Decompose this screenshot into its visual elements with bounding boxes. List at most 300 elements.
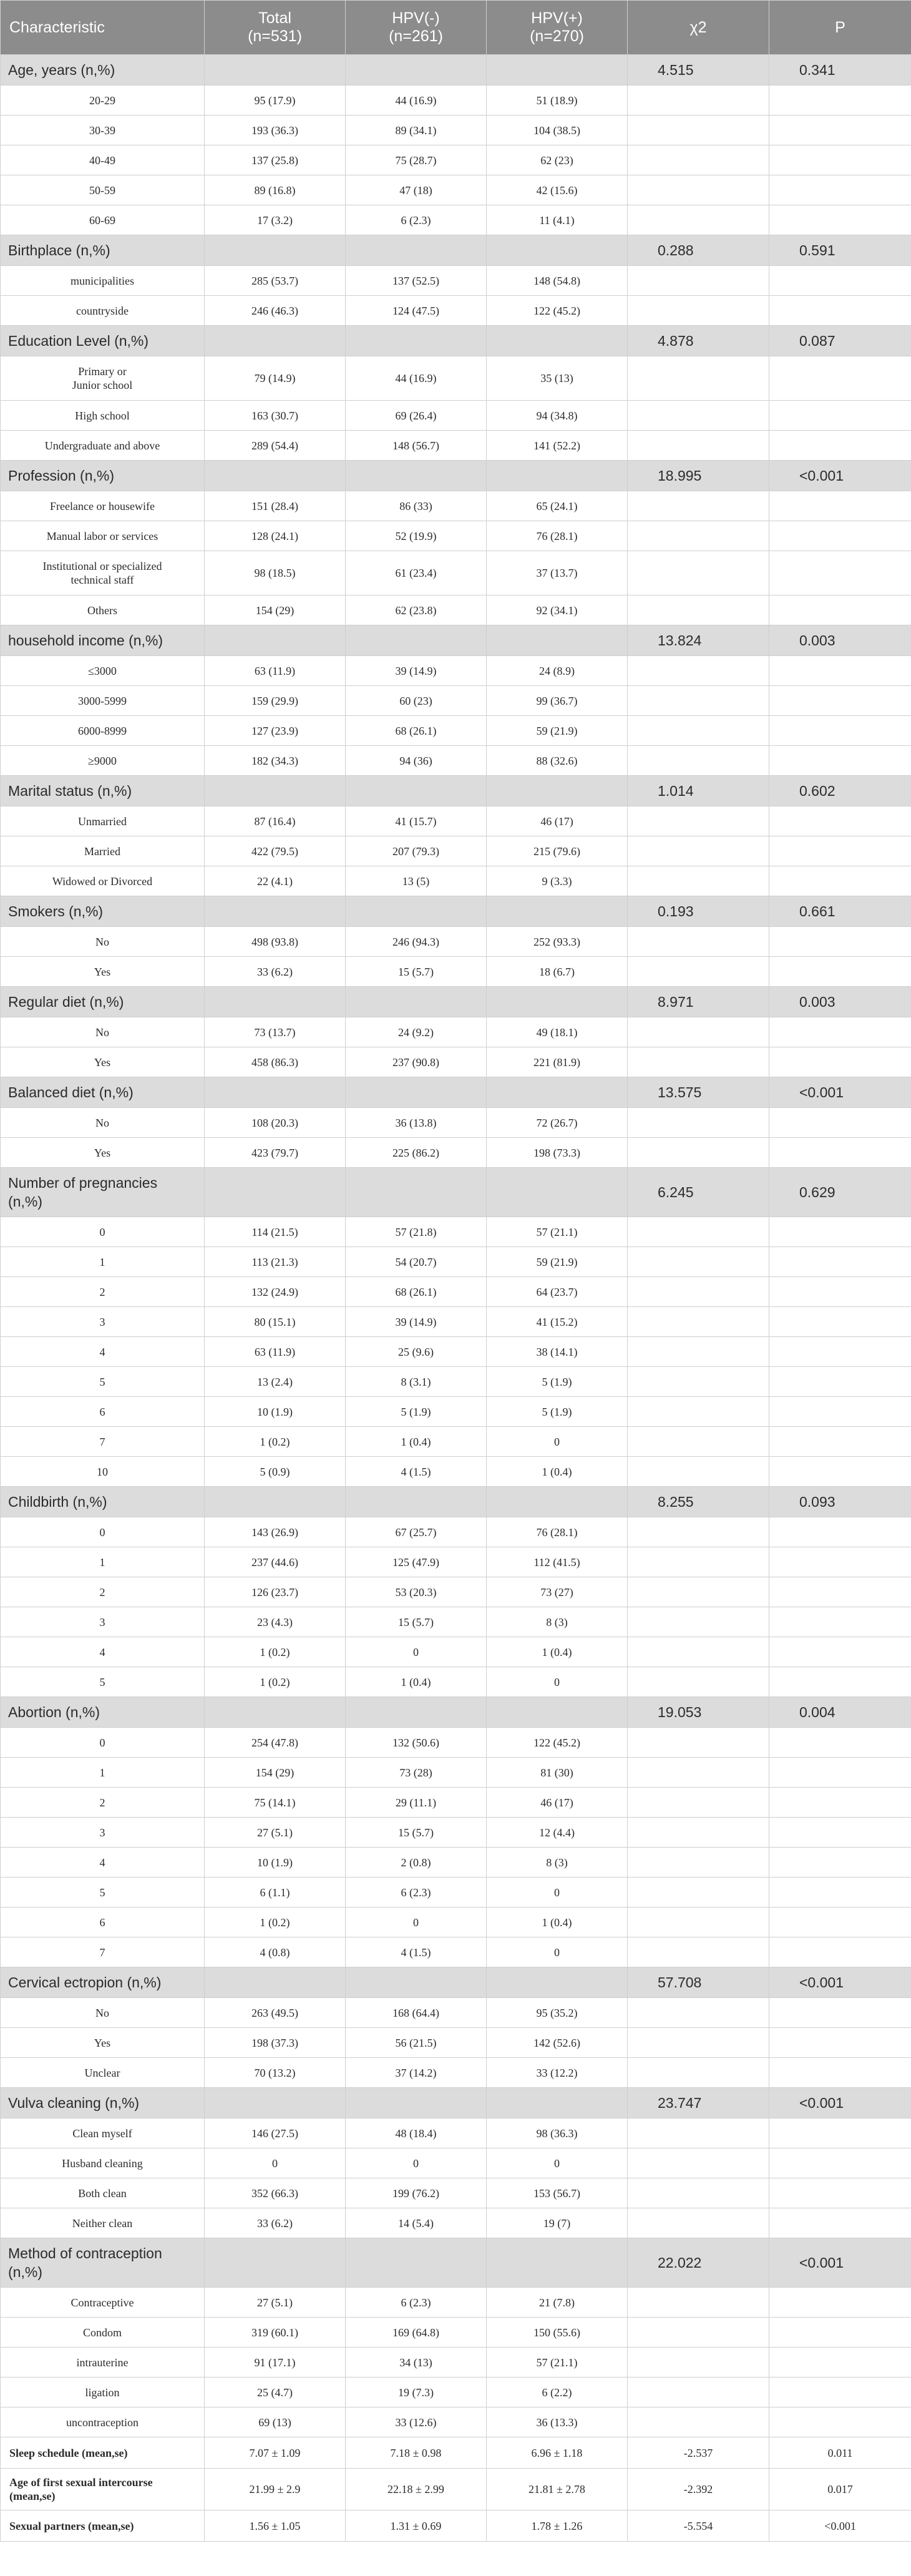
hpv-negative-value: 44 (16.9) (346, 86, 487, 115)
section-header-row (1, 2088, 911, 2118)
empty-cell (346, 1168, 487, 1217)
total-value: 75 (14.1) (205, 1788, 346, 1818)
total-value: 21.99 ± 2.9 (205, 2469, 346, 2510)
summary-label: Sexual partners (mean,se) (1, 2510, 205, 2542)
empty-cell (769, 1908, 911, 1937)
total-value: 423 (79.7) (205, 1138, 346, 1168)
hpv-negative-value: 41 (15.7) (346, 806, 487, 836)
hpv-negative-value: 15 (5.7) (346, 1818, 487, 1848)
empty-cell (628, 686, 769, 716)
hpv-positive-value: 122 (45.2) (487, 296, 628, 326)
total-value: 289 (54.4) (205, 431, 346, 461)
row-label: Others (1, 595, 205, 625)
hpv-negative-value: 52 (19.9) (346, 521, 487, 551)
hpv-positive-value: 21.81 ± 2.78 (487, 2469, 628, 2510)
section-p-value: 0.591 (769, 235, 911, 266)
table-row (1, 401, 911, 431)
hpv-positive-value: 198 (73.3) (487, 1138, 628, 1168)
table-row (1, 175, 911, 205)
empty-cell (205, 1697, 346, 1728)
table-row (1, 2407, 911, 2437)
section-chi-square: 18.995 (628, 461, 769, 491)
empty-cell (628, 1637, 769, 1667)
row-label: 1 (1, 1758, 205, 1788)
header-total: Total (n=531) (205, 1, 346, 55)
hpv-negative-value: 33 (12.6) (346, 2407, 487, 2437)
hpv-negative-value: 1 (0.4) (346, 1667, 487, 1697)
hpv-positive-value: 99 (36.7) (487, 686, 628, 716)
row-label: Both clean (1, 2178, 205, 2208)
total-value: 193 (36.3) (205, 115, 346, 145)
hpv-positive-value: 141 (52.2) (487, 431, 628, 461)
total-value: 95 (17.9) (205, 86, 346, 115)
table-header (1, 1, 911, 55)
hpv-positive-value: 215 (79.6) (487, 836, 628, 866)
row-label: uncontraception (1, 2407, 205, 2437)
total-value: 458 (86.3) (205, 1047, 346, 1077)
table-row (1, 1017, 911, 1047)
empty-cell (769, 1577, 911, 1607)
row-label: Institutional or specialized technical staff (1, 551, 205, 595)
summary-label: Age of first sexual intercourse (mean,se) (1, 2469, 205, 2510)
hpv-positive-value: 153 (56.7) (487, 2178, 628, 2208)
hpv-positive-value: 62 (23) (487, 145, 628, 175)
empty-cell (628, 1547, 769, 1577)
section-title: Birthplace (n,%) (1, 235, 205, 266)
table-row (1, 2208, 911, 2238)
empty-cell (769, 1667, 911, 1697)
section-p-value: 0.661 (769, 896, 911, 927)
total-value: 113 (21.3) (205, 1247, 346, 1277)
table-row (1, 836, 911, 866)
hpv-positive-value: 8 (3) (487, 1848, 628, 1878)
total-value: 1 (0.2) (205, 1637, 346, 1667)
table-row (1, 1337, 911, 1367)
table-row (1, 1047, 911, 1077)
hpv-positive-value: 72 (26.7) (487, 1108, 628, 1138)
hpv-negative-value: 73 (28) (346, 1758, 487, 1788)
empty-cell (769, 2178, 911, 2208)
table-row (1, 1788, 911, 1818)
table-row (1, 491, 911, 521)
total-value: 63 (11.9) (205, 656, 346, 686)
section-header-row (1, 776, 911, 806)
empty-cell (205, 1168, 346, 1217)
table-row (1, 1908, 911, 1937)
hpv-positive-value: 24 (8.9) (487, 656, 628, 686)
empty-cell (628, 145, 769, 175)
table-row (1, 866, 911, 896)
hpv-positive-value: 37 (13.7) (487, 551, 628, 595)
section-chi-square: 4.515 (628, 55, 769, 86)
empty-cell (346, 2088, 487, 2118)
hpv-positive-value: 112 (41.5) (487, 1547, 628, 1577)
total-value: 91 (17.1) (205, 2348, 346, 2378)
empty-cell (769, 1998, 911, 2028)
empty-cell (628, 1277, 769, 1307)
hpv-positive-value: 59 (21.9) (487, 716, 628, 746)
summary-statistic: -5.554 (628, 2510, 769, 2542)
empty-cell (769, 2208, 911, 2238)
section-chi-square: 8.971 (628, 987, 769, 1017)
hpv-positive-value: 1 (0.4) (487, 1637, 628, 1667)
empty-cell (769, 2118, 911, 2148)
hpv-negative-value: 168 (64.4) (346, 1998, 487, 2028)
section-chi-square: 13.824 (628, 625, 769, 656)
table-row (1, 2378, 911, 2407)
summary-p-value: <0.001 (769, 2510, 911, 2542)
empty-cell (628, 1878, 769, 1908)
hpv-positive-value: 6 (2.2) (487, 2378, 628, 2407)
hpv-positive-value: 42 (15.6) (487, 175, 628, 205)
empty-cell (628, 2318, 769, 2348)
section-chi-square: 1.014 (628, 776, 769, 806)
summary-row (1, 2469, 911, 2510)
total-value: 319 (60.1) (205, 2318, 346, 2348)
hpv-positive-value: 0 (487, 1427, 628, 1457)
empty-cell (769, 1637, 911, 1667)
empty-cell (628, 1667, 769, 1697)
hpv-positive-value: 76 (28.1) (487, 521, 628, 551)
empty-cell (487, 55, 628, 86)
empty-cell (769, 1047, 911, 1077)
row-label: ligation (1, 2378, 205, 2407)
empty-cell (346, 461, 487, 491)
row-label: Yes (1, 1047, 205, 1077)
empty-cell (769, 746, 911, 776)
row-label: countryside (1, 296, 205, 326)
header-p-value: P (769, 1, 911, 55)
hpv-negative-value: 237 (90.8) (346, 1047, 487, 1077)
section-chi-square: 0.288 (628, 235, 769, 266)
row-label: 6000-8999 (1, 716, 205, 746)
total-value: 127 (23.9) (205, 716, 346, 746)
total-value: 1 (0.2) (205, 1667, 346, 1697)
empty-cell (769, 2378, 911, 2407)
hpv-positive-value: 94 (34.8) (487, 401, 628, 431)
empty-cell (628, 2208, 769, 2238)
empty-cell (487, 1168, 628, 1217)
row-label: Undergraduate and above (1, 431, 205, 461)
row-label: Husband cleaning (1, 2148, 205, 2178)
total-value: 198 (37.3) (205, 2028, 346, 2058)
row-label: Neither clean (1, 2208, 205, 2238)
empty-cell (769, 1397, 911, 1427)
hpv-positive-value: 57 (21.1) (487, 2348, 628, 2378)
empty-cell (769, 836, 911, 866)
table-row (1, 656, 911, 686)
row-label: Yes (1, 1138, 205, 1168)
hpv-positive-value: 46 (17) (487, 1788, 628, 1818)
hpv-positive-value: 221 (81.9) (487, 1047, 628, 1077)
hpv-negative-value: 67 (25.7) (346, 1517, 487, 1547)
empty-cell (769, 431, 911, 461)
row-label: 5 (1, 1367, 205, 1397)
empty-cell (628, 927, 769, 957)
total-value: 79 (14.9) (205, 356, 346, 401)
table-row (1, 2318, 911, 2348)
section-chi-square: 0.193 (628, 896, 769, 927)
total-value: 23 (4.3) (205, 1607, 346, 1637)
total-value: 263 (49.5) (205, 1998, 346, 2028)
empty-cell (628, 1397, 769, 1427)
total-value: 285 (53.7) (205, 266, 346, 296)
empty-cell (628, 656, 769, 686)
table-row (1, 1937, 911, 1967)
empty-cell (205, 2088, 346, 2118)
total-value: 237 (44.6) (205, 1547, 346, 1577)
empty-cell (769, 1728, 911, 1758)
row-label: Freelance or housewife (1, 491, 205, 521)
empty-cell (487, 326, 628, 356)
empty-cell (628, 1337, 769, 1367)
hpv-positive-value: 0 (487, 1878, 628, 1908)
hpv-positive-value: 9 (3.3) (487, 866, 628, 896)
hpv-negative-value: 62 (23.8) (346, 595, 487, 625)
hpv-negative-value: 61 (23.4) (346, 551, 487, 595)
empty-cell (628, 266, 769, 296)
empty-cell (769, 551, 911, 595)
empty-cell (769, 806, 911, 836)
row-label: 0 (1, 1517, 205, 1547)
table-row (1, 1998, 911, 2028)
empty-cell (628, 2028, 769, 2058)
empty-cell (769, 1017, 911, 1047)
row-label: No (1, 1108, 205, 1138)
section-header-row (1, 55, 911, 86)
row-label: No (1, 1017, 205, 1047)
empty-cell (628, 595, 769, 625)
hpv-negative-value: 54 (20.7) (346, 1247, 487, 1277)
row-label: 6 (1, 1397, 205, 1427)
empty-cell (628, 1138, 769, 1168)
header-chi-square: χ2 (628, 1, 769, 55)
row-label: ≥9000 (1, 746, 205, 776)
empty-cell (769, 1457, 911, 1487)
hpv-positive-value: 252 (93.3) (487, 927, 628, 957)
section-header-row (1, 235, 911, 266)
row-label: No (1, 1998, 205, 2028)
empty-cell (769, 1758, 911, 1788)
table-row (1, 1277, 911, 1307)
empty-cell (205, 1077, 346, 1108)
section-chi-square: 13.575 (628, 1077, 769, 1108)
section-title: household income (n,%) (1, 625, 205, 656)
empty-cell (628, 1788, 769, 1818)
hpv-negative-value: 94 (36) (346, 746, 487, 776)
hpv-negative-value: 89 (34.1) (346, 115, 487, 145)
empty-cell (769, 1547, 911, 1577)
section-header-row (1, 1487, 911, 1517)
empty-cell (769, 1307, 911, 1337)
empty-cell (628, 866, 769, 896)
section-p-value: 0.093 (769, 1487, 911, 1517)
empty-cell (205, 55, 346, 86)
section-header-row (1, 987, 911, 1017)
empty-cell (628, 2118, 769, 2148)
hpv-negative-value: 1 (0.4) (346, 1427, 487, 1457)
table-row (1, 746, 911, 776)
total-value: 33 (6.2) (205, 2208, 346, 2238)
empty-cell (769, 1247, 911, 1277)
table-row (1, 1367, 911, 1397)
row-label: Manual labor or services (1, 521, 205, 551)
empty-cell (769, 1517, 911, 1547)
total-value: 13 (2.4) (205, 1367, 346, 1397)
hpv-negative-value: 6 (2.3) (346, 205, 487, 235)
total-value: 17 (3.2) (205, 205, 346, 235)
hpv-negative-value: 56 (21.5) (346, 2028, 487, 2058)
empty-cell (628, 806, 769, 836)
row-label: 40-49 (1, 145, 205, 175)
section-title: Age, years (n,%) (1, 55, 205, 86)
table-row (1, 431, 911, 461)
empty-cell (628, 401, 769, 431)
hpv-negative-value: 207 (79.3) (346, 836, 487, 866)
section-title: Profession (n,%) (1, 461, 205, 491)
empty-cell (769, 2407, 911, 2437)
table-row (1, 1577, 911, 1607)
hpv-positive-value: 35 (13) (487, 356, 628, 401)
hpv-negative-value: 5 (1.9) (346, 1397, 487, 1427)
row-label: Unmarried (1, 806, 205, 836)
table-row (1, 1247, 911, 1277)
empty-cell (346, 625, 487, 656)
table-row (1, 1397, 911, 1427)
hpv-negative-value: 68 (26.1) (346, 716, 487, 746)
row-label: Clean myself (1, 2118, 205, 2148)
section-chi-square: 57.708 (628, 1967, 769, 1998)
hpv-negative-value: 1.31 ± 0.69 (346, 2510, 487, 2542)
hpv-positive-value: 88 (32.6) (487, 746, 628, 776)
empty-cell (769, 1937, 911, 1967)
hpv-negative-value: 169 (64.8) (346, 2318, 487, 2348)
section-header-row (1, 896, 911, 927)
table-row (1, 86, 911, 115)
empty-cell (487, 2088, 628, 2118)
empty-cell (346, 1077, 487, 1108)
hpv-negative-value: 0 (346, 1908, 487, 1937)
total-value: 254 (47.8) (205, 1728, 346, 1758)
empty-cell (769, 1217, 911, 1247)
table-row (1, 2028, 911, 2058)
total-value: 25 (4.7) (205, 2378, 346, 2407)
total-value: 1 (0.2) (205, 1908, 346, 1937)
hpv-positive-value: 0 (487, 2148, 628, 2178)
empty-cell (769, 1878, 911, 1908)
total-value: 151 (28.4) (205, 491, 346, 521)
hpv-negative-value: 2 (0.8) (346, 1848, 487, 1878)
section-chi-square: 8.255 (628, 1487, 769, 1517)
hpv-negative-value: 44 (16.9) (346, 356, 487, 401)
empty-cell (346, 235, 487, 266)
summary-row (1, 2437, 911, 2469)
section-chi-square: 19.053 (628, 1697, 769, 1728)
empty-cell (487, 235, 628, 266)
row-label: Widowed or Divorced (1, 866, 205, 896)
empty-cell (769, 866, 911, 896)
empty-cell (346, 1697, 487, 1728)
table-row (1, 2178, 911, 2208)
table-row (1, 927, 911, 957)
empty-cell (628, 1998, 769, 2028)
row-label: Married (1, 836, 205, 866)
empty-cell (769, 1108, 911, 1138)
section-title: Cervical ectropion (n,%) (1, 1967, 205, 1998)
table-row (1, 551, 911, 595)
empty-cell (628, 1457, 769, 1487)
empty-cell (769, 86, 911, 115)
empty-cell (769, 491, 911, 521)
hpv-negative-value: 15 (5.7) (346, 957, 487, 987)
empty-cell (769, 595, 911, 625)
empty-cell (628, 2378, 769, 2407)
hpv-negative-value: 4 (1.5) (346, 1457, 487, 1487)
hpv-positive-value: 21 (7.8) (487, 2288, 628, 2318)
empty-cell (769, 2148, 911, 2178)
section-p-value: <0.001 (769, 2088, 911, 2118)
section-header-row (1, 625, 911, 656)
empty-cell (628, 431, 769, 461)
empty-cell (205, 2238, 346, 2288)
empty-cell (628, 2407, 769, 2437)
total-value: 63 (11.9) (205, 1337, 346, 1367)
row-label: Yes (1, 2028, 205, 2058)
empty-cell (628, 957, 769, 987)
section-title: Education Level (n,%) (1, 326, 205, 356)
hpv-positive-value: 81 (30) (487, 1758, 628, 1788)
total-value: 146 (27.5) (205, 2118, 346, 2148)
empty-cell (628, 1577, 769, 1607)
empty-cell (346, 896, 487, 927)
empty-cell (628, 1017, 769, 1047)
empty-cell (628, 551, 769, 595)
total-value: 73 (13.7) (205, 1017, 346, 1047)
header-hpv-negative: HPV(-) (n=261) (346, 1, 487, 55)
row-label: intrauterine (1, 2348, 205, 2378)
empty-cell (628, 1607, 769, 1637)
table-row (1, 1818, 911, 1848)
empty-cell (769, 2348, 911, 2378)
hpv-negative-value: 132 (50.6) (346, 1728, 487, 1758)
row-label: 2 (1, 1577, 205, 1607)
section-header-row (1, 1077, 911, 1108)
empty-cell (628, 2148, 769, 2178)
hpv-negative-value: 15 (5.7) (346, 1607, 487, 1637)
empty-cell (769, 927, 911, 957)
hpv-positive-value: 92 (34.1) (487, 595, 628, 625)
empty-cell (628, 836, 769, 866)
row-label: 7 (1, 1427, 205, 1457)
table-body (1, 55, 911, 2542)
empty-cell (205, 1967, 346, 1998)
hpv-positive-value: 41 (15.2) (487, 1307, 628, 1337)
empty-cell (769, 521, 911, 551)
row-label: 3000-5999 (1, 686, 205, 716)
row-label: Unclear (1, 2058, 205, 2088)
row-label: 20-29 (1, 86, 205, 115)
row-label: Primary or Junior school (1, 356, 205, 401)
hpv-negative-value: 199 (76.2) (346, 2178, 487, 2208)
total-value: 137 (25.8) (205, 145, 346, 175)
empty-cell (628, 1307, 769, 1337)
hpv-negative-value: 25 (9.6) (346, 1337, 487, 1367)
table-row (1, 2348, 911, 2378)
empty-cell (628, 1247, 769, 1277)
total-value: 114 (21.5) (205, 1217, 346, 1247)
hpv-positive-value: 11 (4.1) (487, 205, 628, 235)
table-row (1, 356, 911, 401)
